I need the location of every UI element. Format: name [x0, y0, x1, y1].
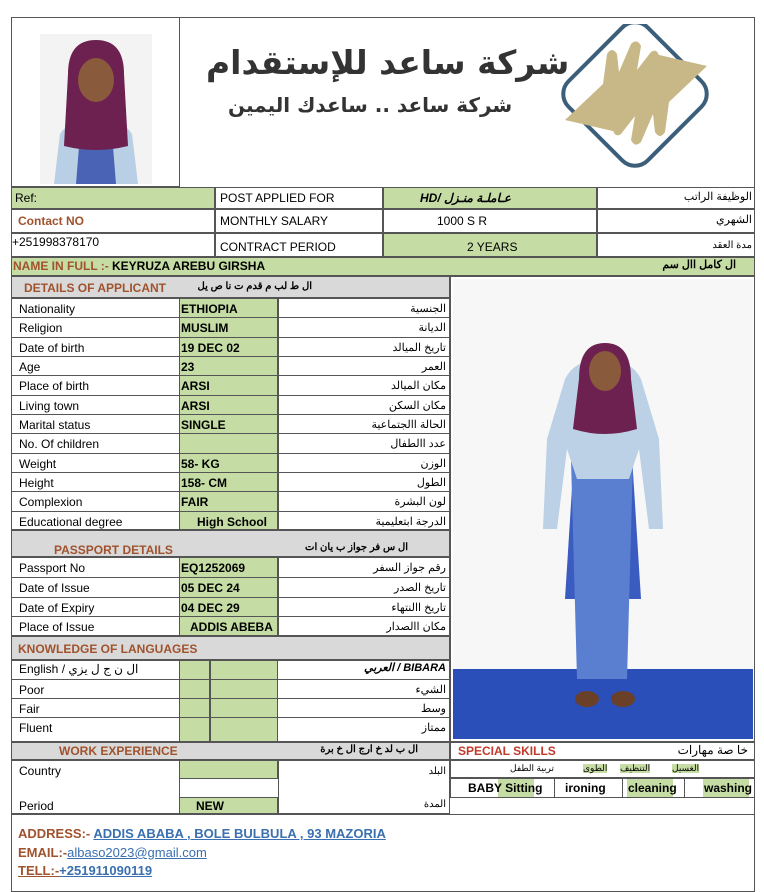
experience-period-label: Period [19, 799, 54, 813]
post-applied-value: HD/ عـاملـة منـزل [420, 191, 511, 205]
applicant-heading: DETAILS OF APPLICANT [24, 281, 166, 295]
skills-heading: SPECIAL SKILLS [458, 744, 556, 758]
applicant-row-ar: الحالة االجتماعية [371, 418, 446, 431]
monthly-salary-label: MONTHLY SALARY [220, 214, 329, 228]
applicant-row-value: ARSI [181, 398, 210, 413]
address-value: ADDIS ABABA , BOLE BULBULA , 93 MAZORIA [93, 826, 386, 841]
contract-period-label: CONTRACT PERIOD [220, 240, 336, 254]
row-divider [11, 375, 450, 376]
contract-period-ar: مدة العقد [712, 240, 752, 251]
language-level-label: Fair [19, 702, 40, 716]
applicant-row-ar: الجنسية [410, 303, 446, 315]
skill-divider [554, 778, 555, 798]
name-label: NAME IN FULL :- [13, 259, 109, 273]
experience-heading: WORK EXPERIENCE [59, 744, 178, 758]
applicant-row-value: MUSLIM [181, 321, 229, 336]
passport-row-value: 04 DEC 29 [181, 600, 240, 615]
post-applied-label: POST APPLIED FOR [220, 191, 335, 205]
applicant-row-label: Living town [19, 398, 80, 413]
passport-row-label: Passport No [19, 561, 86, 575]
contact-phone: +251998378170 [12, 235, 100, 249]
applicant-row-label: No. Of children [19, 437, 100, 452]
row-divider [11, 577, 450, 578]
applicant-row-value: 58- KG [181, 456, 220, 471]
applicant-row-label: Religion [19, 321, 63, 336]
experience-period-ar: المدة [423, 799, 446, 810]
passport-heading: PASSPORT DETAILS [54, 543, 173, 557]
row-divider [11, 433, 450, 434]
passport-row-value: ADDIS ABEBA [190, 620, 273, 635]
applicant-row-label: Place of birth [19, 379, 90, 394]
contact-no-label: Contact NO [18, 214, 84, 228]
applicant-row-value: SINGLE [181, 417, 226, 432]
applicant-photo-small [40, 34, 152, 184]
passport-row-ar: مكان االصدار [386, 621, 446, 634]
footer-address [18, 827, 386, 840]
name-value: KEYRUZA AREBU GIRSHA [112, 259, 266, 273]
email-link[interactable]: albaso2023@gmail.com [67, 845, 207, 860]
passport-row-ar: رقم جواز السفر [373, 562, 446, 574]
row-divider [11, 616, 450, 617]
ref-label: Ref: [15, 191, 38, 205]
language-level-label: Fluent [19, 721, 53, 735]
applicant-row-ar: الديانة [418, 322, 446, 335]
passport-row-label: Date of Expiry [19, 600, 95, 615]
applicant-row-ar: مكان السكن [388, 399, 446, 412]
applicant-row-label: Marital status [19, 417, 91, 432]
skill-item: washing [704, 781, 753, 795]
applicant-row-label: Educational degree [19, 514, 123, 529]
applicant-row-ar: الدرجة ابتعليمية [375, 515, 446, 528]
applicant-row-label: Age [19, 359, 41, 374]
skill-ar-label: تربية الطفل [510, 763, 555, 773]
row-divider [11, 337, 450, 338]
experience-heading-ar: ال ب لد خ ارج ال خ برة [320, 744, 418, 755]
applicant-row-label: Nationality [19, 302, 76, 316]
applicant-row-value: 23 [181, 359, 195, 374]
tel-label: TELL:- [18, 863, 60, 878]
tel-value[interactable]: +251911090119 [59, 863, 153, 878]
row-divider [11, 453, 450, 454]
applicant-row-value: 158- CM [181, 475, 228, 490]
experience-country-ar: البلد [428, 766, 446, 777]
skill-ar-label: الطوى [583, 763, 608, 773]
applicant-row-value: High School [197, 514, 267, 529]
applicant-row-ar: عدد االطفال [390, 438, 446, 451]
experience-period-value: NEW [196, 799, 224, 813]
language-arabic: BIBARA / العربي [364, 662, 446, 674]
applicant-row-ar: تاريخ الميالد [392, 341, 446, 354]
passport-heading-ar: ال س فر جواز ب يان ات [305, 542, 408, 553]
passport-row-label: Date of Issue [19, 580, 90, 595]
applicant-row-value: 19 DEC 02 [181, 340, 240, 355]
contract-period-value: 2 YEARS [467, 240, 518, 254]
monthly-salary-value: 1000 S R [437, 214, 488, 228]
language-level-ar: وسط [421, 703, 446, 715]
applicant-row-ar: مكان الميالد [390, 380, 446, 393]
row-divider [11, 491, 450, 492]
skill-item: ironing [565, 781, 606, 795]
applicant-photo-full [453, 279, 753, 739]
row-divider [11, 356, 450, 357]
email-label: EMAIL:- [18, 845, 68, 860]
row-divider [11, 472, 450, 473]
footer-email [18, 846, 207, 859]
skills-heading-ar: خا صة مهارات [677, 743, 748, 757]
applicant-row-label: Height [19, 475, 54, 490]
passport-row-ar: تاريخ االنتهاء [391, 601, 446, 614]
languages-heading: KNOWLEDGE OF LANGUAGES [18, 642, 198, 656]
applicant-row-ar: الطول [416, 476, 446, 489]
applicant-row-value: FAIR [181, 495, 209, 510]
monthly-salary-ar: الشهري [716, 214, 752, 226]
passport-row-value: EQ1252069 [181, 561, 246, 575]
language-level-ar: الشيء [415, 684, 446, 696]
applicant-row-label: Weight [19, 456, 57, 471]
skill-item: cleaning [628, 781, 677, 795]
applicant-row-label: Date of birth [19, 340, 85, 355]
passport-row-ar: تاريخ الصدر [394, 581, 446, 594]
name-ar: ال كامل اال سم [662, 259, 736, 271]
company-name: شركة ساعد للإستقدام [206, 43, 570, 82]
skill-ar-label: التنظيف [620, 763, 651, 773]
row-divider [11, 395, 450, 396]
address-label: ADDRESS:- [18, 826, 94, 841]
applicant-row-value: ETHIOPIA [181, 302, 238, 316]
applicant-row-ar: لون البشرة [394, 496, 446, 509]
row-divider [11, 317, 450, 318]
post-applied-ar: الوظيفة الراتب [683, 191, 752, 203]
skill-ar-label: الغسيل [672, 763, 700, 773]
passport-row-label: Place of Issue [19, 620, 95, 635]
applicant-row-ar: الوزن [420, 457, 446, 470]
skill-item: BABY Sitting [468, 781, 543, 795]
company-logo-hands-icon [557, 24, 715, 174]
footer-tel [18, 864, 152, 877]
applicant-row-label: Complexion [19, 495, 83, 510]
applicant-heading-ar: ال ط لب م قدم ت نا ص يل [197, 281, 312, 292]
company-tagline: شركة ساعد .. ساعدك اليمين [228, 93, 513, 117]
row-divider [11, 414, 450, 415]
skill-divider [684, 778, 685, 798]
experience-country-label: Country [19, 764, 62, 778]
language-level-label: Poor [19, 683, 45, 697]
row-divider [11, 511, 450, 512]
row-divider [11, 597, 450, 598]
language-english: English / ال ن ج ل يزي [19, 662, 139, 676]
language-level-ar: ممتاز [421, 722, 446, 734]
applicant-row-ar: العمر [421, 360, 446, 373]
applicant-row-value: ARSI [181, 379, 210, 394]
skill-divider [622, 778, 623, 798]
passport-row-value: 05 DEC 24 [181, 580, 240, 595]
